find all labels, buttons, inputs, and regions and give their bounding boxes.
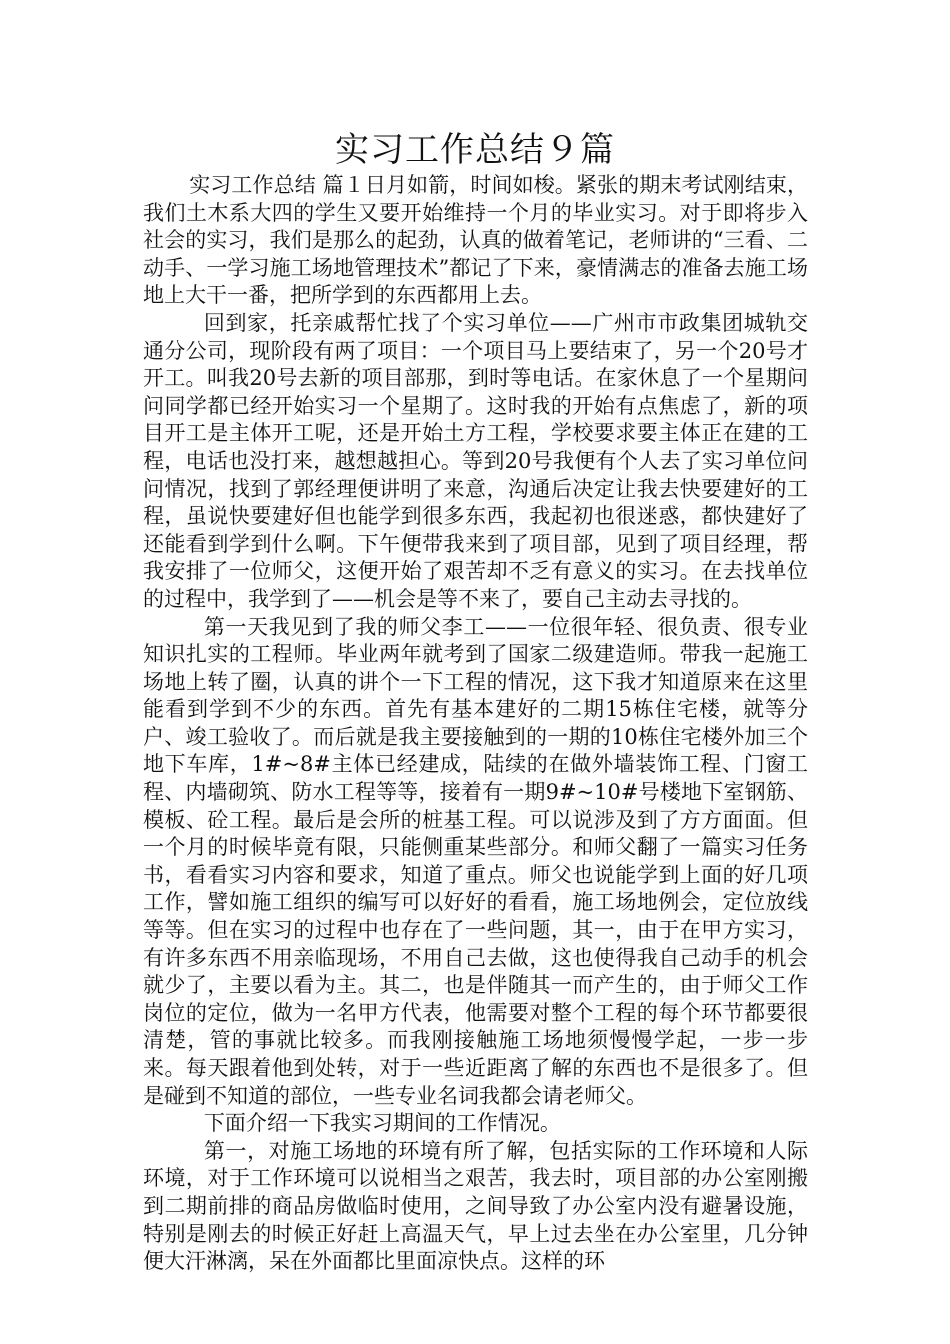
document-body bbox=[143, 172, 808, 1276]
paragraph-3: 第一天我见到了我的师父李工——一位很年轻、很负责、很专业知识扎实的工程师。毕业两年就考到了国家二级建造师。带我一起施工场地上转了圈，认真的讲个一下工程的情况，这下我才知道原来在这里能看到学到不少的东西。首先有基本建好的二期15栋住宅楼，就等分户、竣工验收了。而后就是我主要接触到的一期的10栋住宅楼外加三个地下车库，1#~8#主体已经建成，陆续的在做外墙装饰工程、门窗工程、内墙砌筑、防水工程等等，接着有一期9#~10#号楼地下室钢筋、模板、砼工程。最后是会所的桩基工程。可以说涉及到了方方面面。但一个月的时候毕竟有限，只能侧重某些部分。和师父翻了一篇实习任务书，看看实习内容和要求，知道了重点。师父也说能学到上面的好几项工作，譬如施工组织的编写可以好好的看看，施工场地例会，定位放线等等。但在实习的过程中也存在了一些问题，其一，由于在甲方实习，有许多东西不用亲临现场，不用自己去做，这也使得我自己动手的机会就少了，主要以看为主。其二，也是伴随其一而产生的，由于师父工作岗位的定位，做为一名甲方代表，他需要对整个工程的每个环节都要很清楚，管的事就比较多。而我刚接触施工场地须慢慢学起，一步一步来。每天跟着他到处转，对于一些近距离了解的东西也不是很多了。但是碰到不知道的部位，一些专业名词我都会请老师父。 bbox=[143, 614, 808, 1108]
document-title: 实习工作总结９篇 bbox=[335, 130, 615, 170]
paragraph-5: 第一，对施工场地的环境有所了解，包括实际的工作环境和人际环境，对于工作环境可以说相当之艰苦，我去时，项目部的办公室刚搬到二期前排的商品房做临时使用，之间导致了办公室内没有避暑设施，特别是刚去的时候正好赶上高温天气，早上过去坐在办公室里，几分钟便大汗淋漓，呆在外面都比里面凉快点。这样的环 bbox=[143, 1138, 808, 1274]
paragraph-2: 回到家，托亲戚帮忙找了个实习单位——广州市市政集团城轨交通分公司，现阶段有两了项目：一个项目马上要结束了，另一个20号才开工。叫我20号去新的项目部那，到时等电话。在家休息了一个星期问问同学都已经开始实习一个星期了。这时我的开始有点焦虑了，新的项目开工是主体开工呢，还是开始土方工程，学校要求要主体正在建的工程，电话也没打来，越想越担心。等到20号我便有个人去了实习单位问问情况，找到了郭经理便讲明了来意，沟通后决定让我去快要建好的工程，虽说快要建好但也能学到很多东西，我起初也很迷惑，都快建好了还能看到学到什么啊。下午便带我来到了项目部，见到了项目经理，帮我安排了一位师父，这便开始了艰苦却不乏有意义的实习。在去找单位的过程中，我学到了——机会是等不来了，要自己主动去寻找的。 bbox=[143, 310, 808, 611]
paragraph-4: 下面介绍一下我实习期间的工作情况。 bbox=[203, 1111, 561, 1136]
paragraph-1: 实习工作总结 篇１日月如箭，时间如梭。紧张的期末考试刚结束，我们土木系大四的学生又要开始维持一个月的毕业实习。对于即将步入社会的实习，我们是那么的起劲，认真的做着笔记，老师讲的“三看、二动手、一学习施工场地管理技术”都记了下来，豪情满志的准备去施工场地上大干一番，把所学到的东西都用上去。 bbox=[143, 173, 808, 308]
